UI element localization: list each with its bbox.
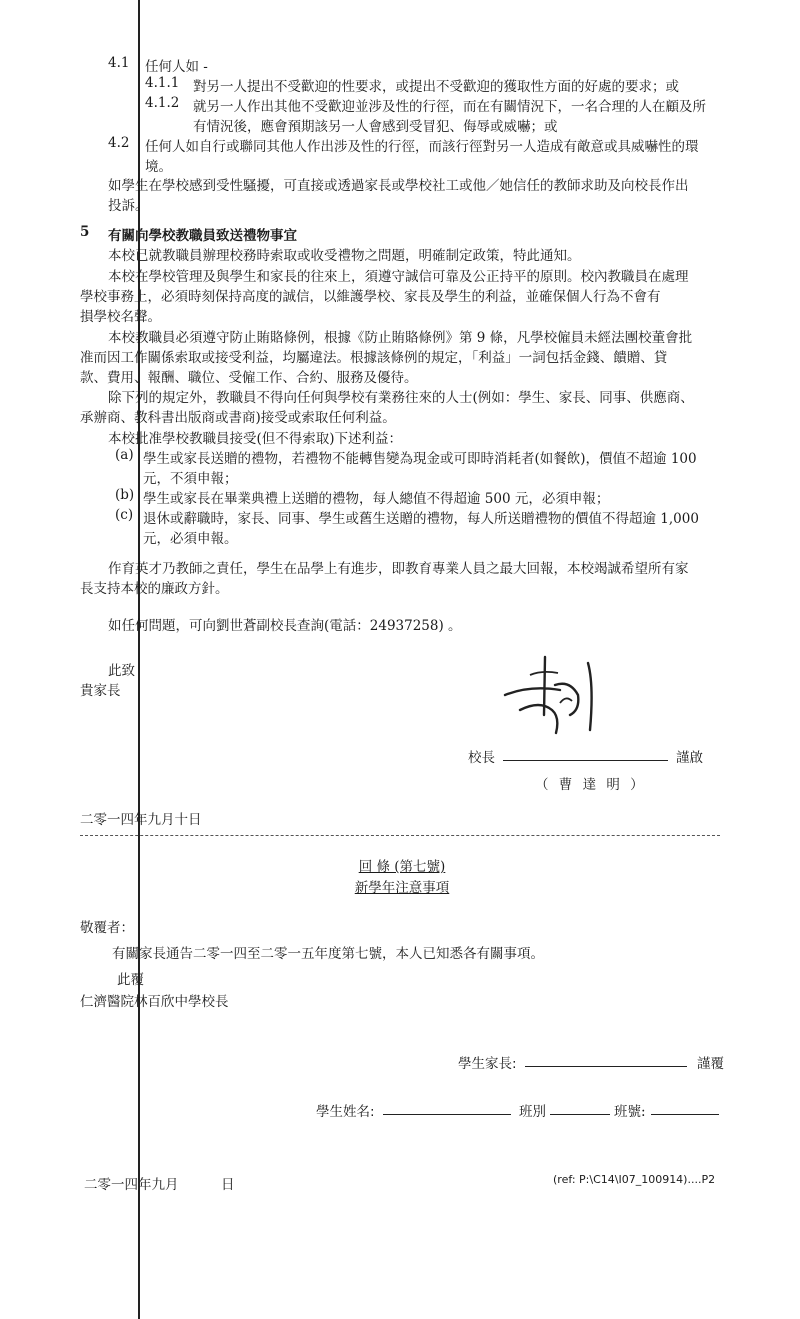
- reply-recipient: 仁濟醫院林百欣中學校長: [80, 994, 229, 1010]
- paragraph-line: 本校已就教職員辦理校務時索取或收受禮物之問題，明確制定政策，特此通知。: [108, 248, 581, 264]
- class-field[interactable]: [550, 1114, 610, 1115]
- list-label: (a): [115, 447, 134, 463]
- item-number: 4.1.2: [145, 95, 180, 111]
- principal-name: （ 曹 達 明 ）: [535, 777, 647, 793]
- paragraph-line: 學校事務上，必須時刻保持高度的誠信，以維護學校、家長及學生的利益，並確保個人行為不會有: [80, 289, 661, 305]
- list-text: 學生或家長在畢業典禮上送贈的禮物，每人總值不得超逾 500 元，必須申報；: [143, 491, 610, 507]
- reply-day: 日: [221, 1177, 235, 1193]
- section-title: 有關向學校教職員致送禮物事宜: [108, 228, 297, 244]
- class-number-field[interactable]: [651, 1114, 719, 1115]
- paragraph-line: 除下列的規定外，教職員不得向任何與學校有業務往來的人士(例如：學生、家長、同事、供應商、: [108, 390, 694, 406]
- letter-date: 二零一四年九月十日: [80, 812, 202, 828]
- paragraph-line: 款、費用、報酬、職位、受僱工作、合約、服務及優待。: [80, 370, 418, 386]
- reply-date: 二零一四年九月: [84, 1177, 179, 1193]
- item-number: 4.1: [108, 55, 130, 71]
- student-name-label: 學生姓名:: [316, 1104, 375, 1120]
- paragraph-line: 本校批准學校教職員接受(但不得索取)下述利益：: [108, 431, 403, 447]
- list-label: (c): [115, 507, 134, 523]
- item-text: 任何人如 -: [145, 59, 208, 75]
- item-text: 對另一人提出不受歡迎的性要求，或提出不受歡迎的獲取性方面的好處的要求；或: [193, 79, 679, 95]
- reply-closing: 此覆: [117, 972, 144, 988]
- list-text: 元，必須申報。: [143, 531, 238, 547]
- respect-word: 謹啟: [676, 750, 703, 766]
- reference-code: (ref: P:\C14\I07_100914)....P2: [553, 1173, 716, 1186]
- reply-title: 回 條 (第七號): [358, 859, 446, 875]
- parent-signature-field[interactable]: [525, 1066, 687, 1067]
- paragraph-line: 准而因工作關係索取或接受利益，均屬違法。根據該條例的規定，「利益」一詞包括金錢、饋贈、貸: [80, 350, 668, 366]
- reply-salutation: 敬覆者：: [80, 920, 134, 936]
- student-name-field[interactable]: [383, 1114, 511, 1115]
- list-text: 退休或辭職時，家長、同事、學生或舊生送贈的禮物，每人所送贈禮物的價值不得超逾 1,000: [143, 511, 699, 527]
- class-number-label: 班號:: [614, 1104, 646, 1120]
- class-label: 班別: [519, 1104, 546, 1120]
- item-number: 4.2: [108, 135, 130, 151]
- paragraph-line: 承辦商、教科書出版商或書商)接受或索取任何利益。: [80, 410, 396, 426]
- item-text: 就另一人作出其他不受歡迎並涉及性的行徑，而在有關情況下，一名合理的人在顧及所: [193, 99, 706, 115]
- paragraph-line: 投訴。: [108, 198, 149, 214]
- list-text: 學生或家長送贈的禮物，若禮物不能轉售變為現金或可即時消耗者(如餐飲)，價值不超逾 100: [143, 451, 697, 467]
- principal-label: 校長: [468, 750, 495, 766]
- section-number: 5: [80, 224, 90, 240]
- item-number: 4.1.1: [145, 75, 180, 91]
- reply-subtitle: 新學年注意事項: [354, 880, 450, 896]
- parent-respect: 謹覆: [697, 1056, 724, 1072]
- item-text: 有情況後，應會預期該另一人會感到受冒犯、侮辱或威嚇；或: [193, 119, 558, 135]
- closing-phrase: 此致: [108, 663, 135, 679]
- paragraph-line: 本校在學校管理及與學生和家長的往來上，須遵守誠信可靠及公正持平的原則。校內教職員在處理: [108, 269, 689, 285]
- signature-line: [503, 760, 668, 761]
- paragraph-line: 作育英才乃教師之責任，學生在品學上有進步，即教育專業人員之最大回報，本校竭誠希望所有家: [108, 561, 689, 577]
- paragraph-line: 損學校名聲。: [80, 309, 161, 325]
- principal-signature: [500, 655, 600, 735]
- tear-off-line: [80, 835, 720, 836]
- paragraph-line: 本校教職員必須遵守防止賄賂條例，根據《防止賄賂條例》第 9 條，凡學校僱員未經法團校董會批: [108, 330, 693, 346]
- list-text: 元，不須申報；: [143, 471, 238, 487]
- recipient: 貴家長: [80, 683, 121, 699]
- paragraph-line: 如學生在學校感到受性騷擾，可直接或透過家長或學校社工或他／她信任的教師求助及向校長作出: [108, 178, 689, 194]
- parent-label: 學生家長:: [458, 1056, 517, 1072]
- paragraph-line: 長支持本校的廉政方針。: [80, 581, 229, 597]
- item-text: 任何人如自行或聯同其他人作出涉及性的行徑，而該行徑對另一人造成有敵意或具威嚇性的環: [145, 139, 699, 155]
- reply-body: 有關家長通告二零一四至二零一五年度第七號，本人已知悉各有關事項。: [112, 946, 544, 962]
- item-text: 境。: [145, 159, 172, 175]
- list-label: (b): [115, 487, 135, 503]
- contact-line: 如任何問題，可向劉世蒼副校長查詢(電話：24937258) 。: [108, 618, 462, 634]
